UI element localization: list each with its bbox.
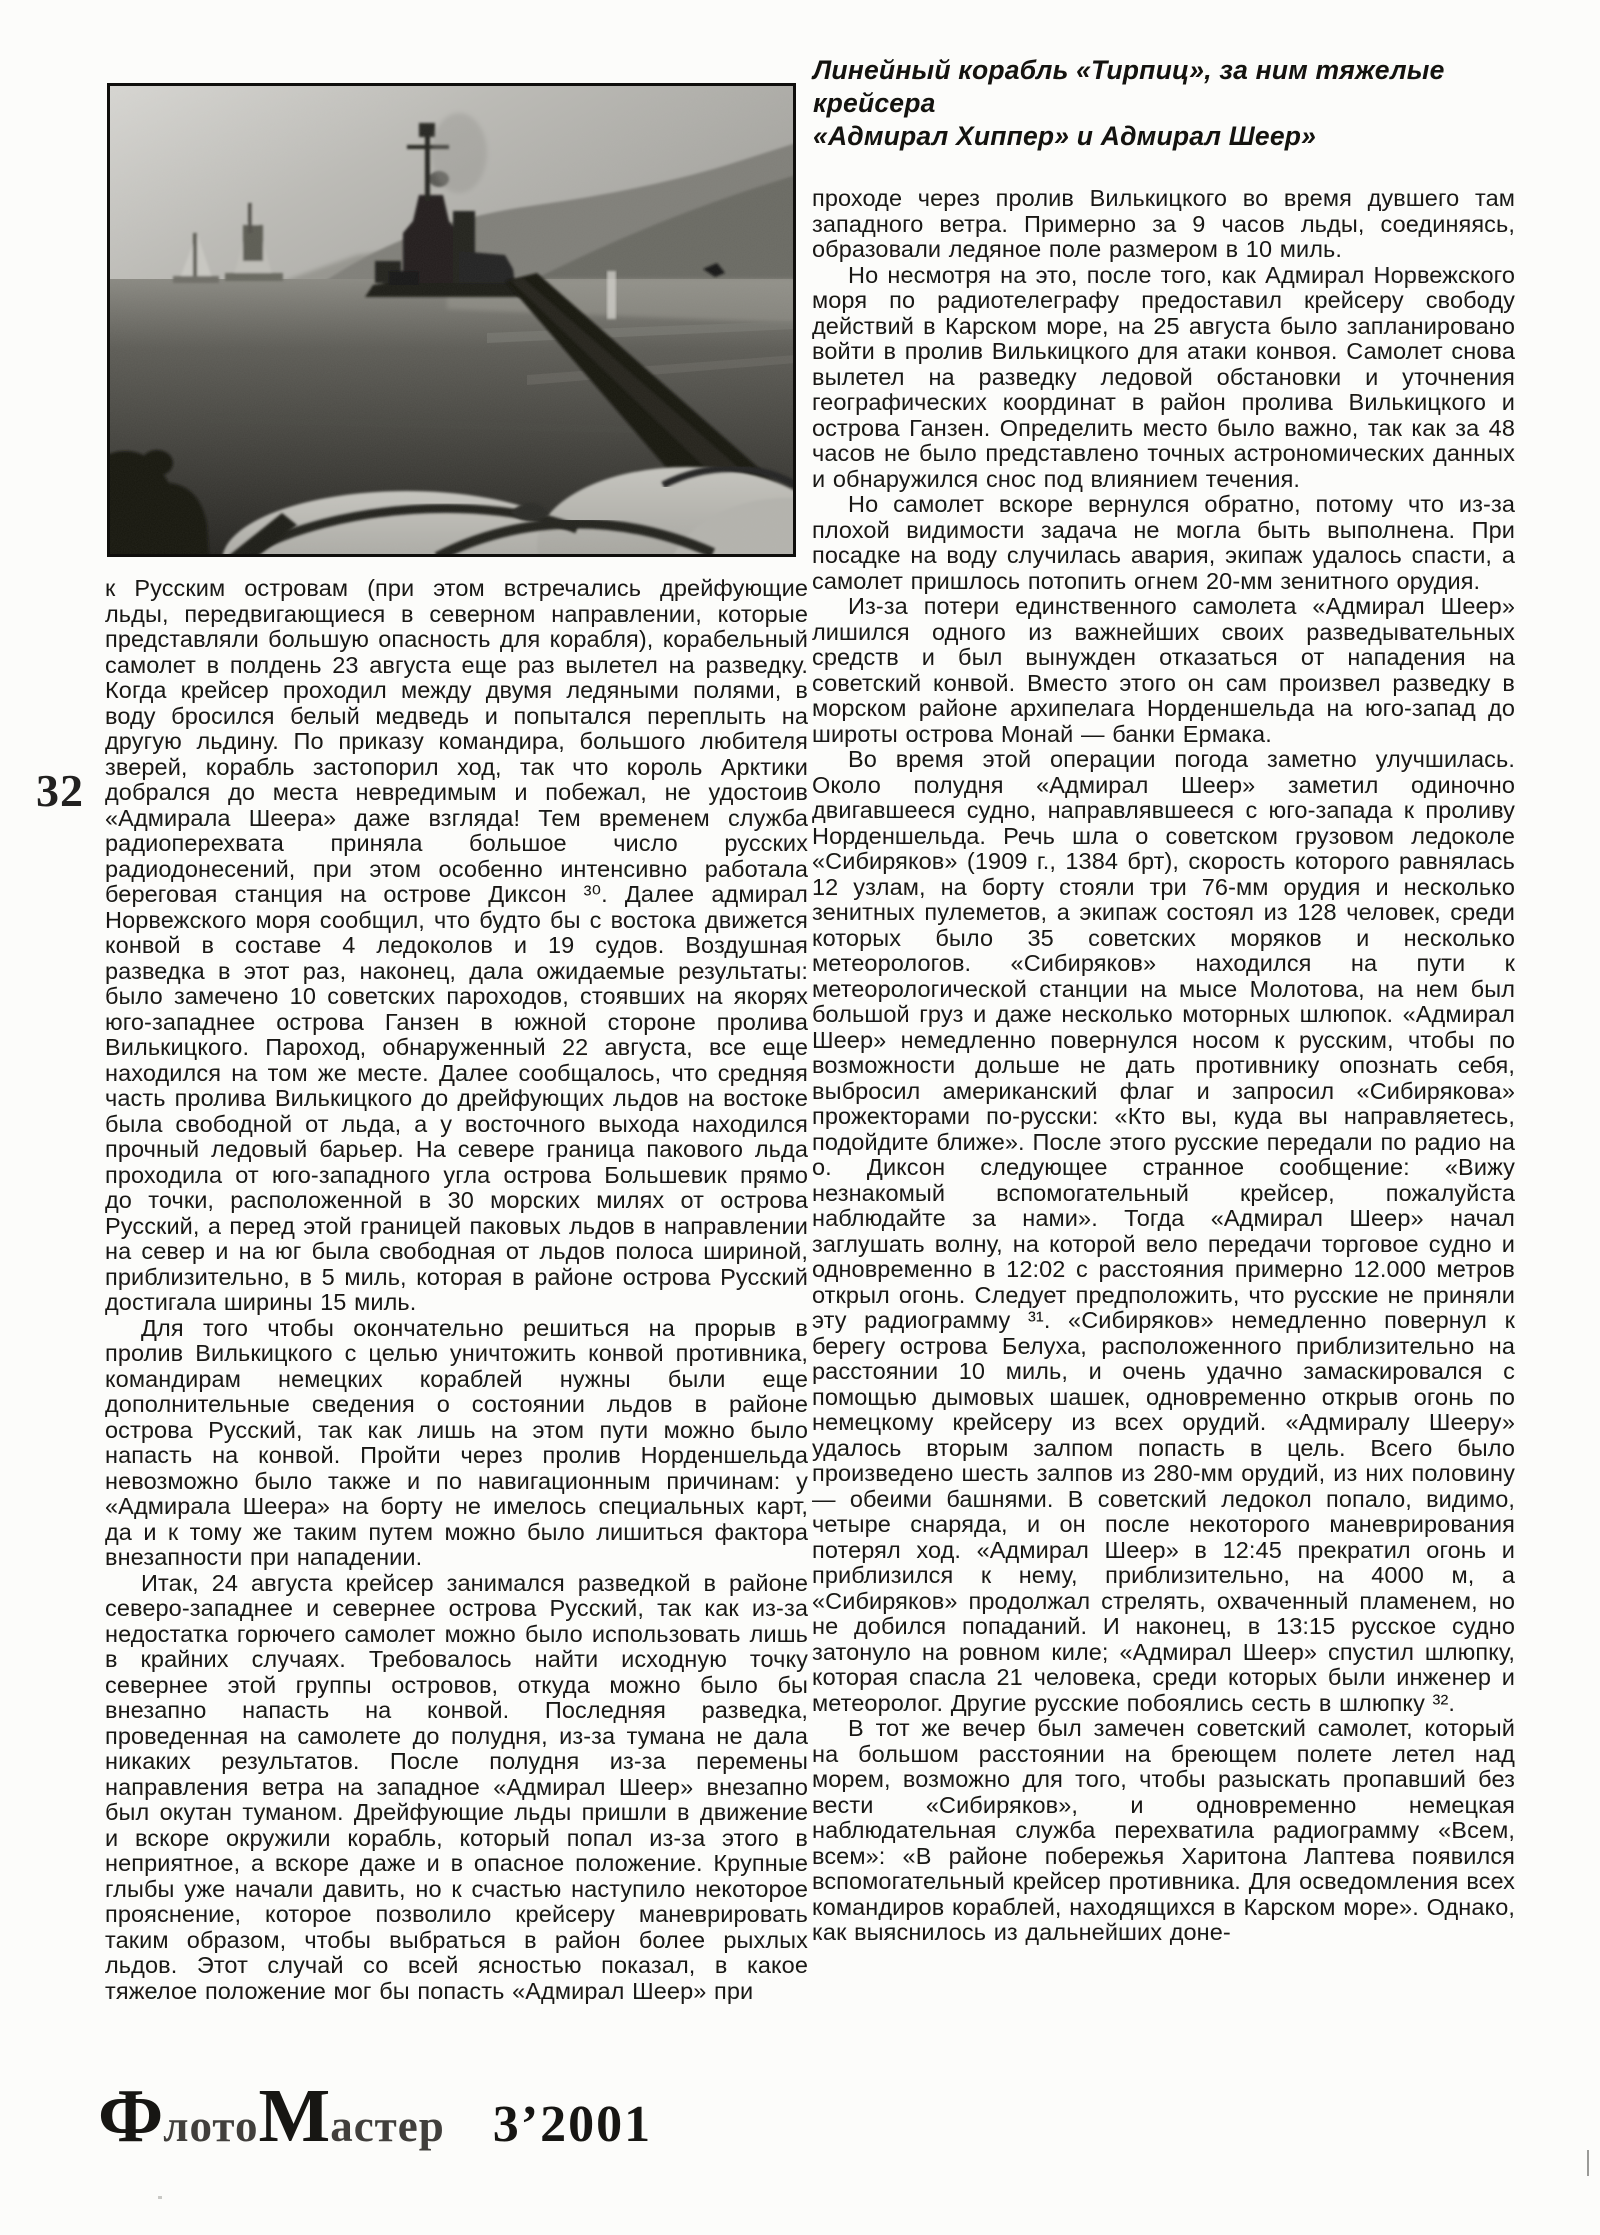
photo-caption-line2: «Адмирал Хиппер» и Адмирал Шеер» xyxy=(813,121,1317,151)
body-paragraph: В тот же вечер был замечен советский самолет, который на большом расстоянии на бреющем полете летел над морем, возможно для того, чтобы разыскать пропавший без вести «Сибиряков», и одновременно немецкая наблюдательная служба перехватила радиограмму «Всем, всем»: «В районе побережья Харитона Лаптева появился вспомогательный крейсер противника. Для осведомления всех командиров кораблей, находящихся в Карском море». Однако, как выяснилось из дальнейших доне- xyxy=(812,1715,1515,1945)
body-paragraph: Итак, 24 августа крейсер занимался разведкой в районе северо-западнее и севернее острова Русский, так как из-за недостатка горючего самолет можно было использовать лишь в крайних случаях. Требовалось найти исходную точку севернее этой группы островов, откуда можно было бы внезапно напасть на конвой. Последняя разведка, проведенная на самолете до полудня, из-за тумана не дала никаких результатов. После полудня из-за перемены направления ветра на западное «Адмирал Шеер» внезапно был окутан туманом. Дрейфующие льды пришли в движение и вскоре окружили корабль, который попал из-за этого в неприятное, а вскоре даже и в опасное положение. Крупные глыбы уже начали давить, но к счастью наступило некоторое прояснение, которое позволило крейсеру маневрировать таким образом, чтобы выбраться в район более рыхлых льдов. Этот случай со всей ясностью показал, в какое тяжелое положение мог бы попасть «Адмирал Шеер» при xyxy=(105,1569,808,2004)
body-paragraph: Из-за потери единственного самолета «Адмирал Шеер» лишился одного из важнейших своих разведывательных средств и был вынужден отказаться от нападения на советский конвой. Вместо этого он сам произвел разведку в морском районе архипелага Норденшельда на юго-запад до широты острова Монай — банки Ермака. xyxy=(812,593,1515,747)
brand-text-aster: астер xyxy=(330,2101,445,2151)
photo-caption xyxy=(813,54,1525,153)
battleship-photo-graphic xyxy=(107,83,796,557)
film-grain xyxy=(107,83,796,557)
scan-artifact-dot xyxy=(158,2196,162,2199)
scan-artifact-tick xyxy=(1587,2150,1589,2176)
issue-number: 3’2001 xyxy=(492,2096,653,2153)
right-column xyxy=(812,186,1515,1946)
body-paragraph: к Русским островам (при этом встречались дрейфующие льды, передвигающиеся в северном направлении, которые представляли большую опасность для корабля), корабельный самолет в полдень 23 августа еще раз вылетел на разведку. Когда крейсер проходил между двумя ледяными полями, в воду бросился белый медведь и попытался переплыть на другую льдину. По приказу командира, большого любителя зверей, корабль застопорил ход, так что король Арктики добрался до места невредимым и побежал, не удостоив «Адмирала Шеера» даже взгляда! Тем временем служба радиоперехвата приняла большое число русских радиодонесений, при этом особенно интенсивно работала береговая станция на острове Диксон ³⁰. Далее адмирал Норвежского моря сообщил, что будто бы с востока движется конвой в составе 4 ледоколов и 19 судов. Воздушная разведка в этот раз, наконец, дала ожидаемые результаты: было замечено 10 советских пароходов, стоявших на якорях юго-западнее острова Ганзен в южной стороне пролива Вилькицкого. Пароход, обнаруженный 22 августа, все еще находился на том же месте. Далее сообщалось, что средняя часть пролива Вилькицкого до дрейфующих льдов на востоке была свободной от льда, а у восточного выхода находился прочный ледовый барьер. На севере граница пакового льда проходила от юго-западного угла острова Большевик прямо до точки, расположенной в 30 морских милях от острова Русский, а перед этой границей паковых льдов в направлении на север и на юг была свободная от льдов полоса шириной, приблизительно, в 5 миль, которая в районе острова Русский достигала ширины 15 миль. xyxy=(105,575,808,1315)
photo-caption-line1: Линейный корабль «Тирпиц», за ним тяжелые крейсера xyxy=(813,55,1445,118)
body-paragraph: Но несмотря на это, после того, как Адмирал Норвежского моря по радиотелеграфу предоставил крейсеру свободу действий в Карском море, на 25 августа было запланировано войти в пролив Вилькицкого для атаки конвоя. Самолет снова вылетел на разведку ледовой обстановки и уточнения географических координат в район пролива Вилькицкого и острова Ганзен. Определить место было важно, так как за 48 часов не было представлено точных астрономических данных и обнаружился снос под влиянием течения. xyxy=(812,261,1515,492)
page-number: 32 xyxy=(36,765,84,816)
brand-text-loto: лото xyxy=(163,2101,259,2151)
body-paragraph: проходе через пролив Вилькицкого во время дувшего там западного ветра. Примерно за 9 часов льды, соединяясь, образовали ледяное поле размером в 10 миль. xyxy=(812,185,1515,262)
brand-letter-m: М xyxy=(258,2074,331,2158)
battleship-photo xyxy=(107,83,796,557)
body-paragraph: Во время этой операции погода заметно улучшилась. Около полудня «Адмирал Шеер» заметил одиночно двигавшееся судно, направлявшееся с юго-запада к проливу Норденшельда. Речь шла о советском грузовом ледоколе «Сибиряков» (1909 г., 1384 брт), скорость которого равнялась 12 узлам, на борту стояли три 76-мм орудия и несколько зенитных пулеметов, а экипаж состоял из 128 человек, среди которых было 35 советских моряков и несколько метеорологов. «Сибиряков» находился на пути к метеорологической станции на мысе Молотова, на нем был большой груз и даже несколько моторных шлюпок. «Адмирал Шеер» немедленно повернулся носом к русским, чтобы по возможности дольше не дать противнику опознать себя, выбросил американский флаг и запросил «Сибирякова» прожекторами по-русски: «Кто вы, куда вы направляетесь, подойдите ближе». После этого русские передали по радио на о. Диксон следующее странное сообщение: «Вижу незнакомый вспомогательный крейсер, пожалуйста наблюдайте за нами». Тогда «Адмирал Шеер» начал заглушать волну, на которой вело передачи торговое судно и одновременно в 12:02 с расстояния примерно 12.000 метров открыл огонь. Следует предположить, что русские не приняли эту радиограмму ³¹. «Сибиряков» немедленно повернул к берегу острова Белуха, расположенного приблизительно на расстоянии 10 миль, и очень удачно замаскировался с помощью дымовых шашек, одновременно открыв огонь по немецкому крейсеру из всех орудий. «Адмиралу Шееру» удалось вторым залпом попасть в цель. Всего было произведено шесть залпов из 280-мм орудий, из них половину — обеими башнями. В советский ледокол попало, видимо, четыре снаряда, и он после некоторого маневрирования потерял ход. «Адмирал Шеер» в 12:45 прекратил огонь и приблизился к нему, приблизительно, на 4000 м, а «Сибиряков» продолжал стрелять, охваченный пламенем, но не добился попаданий. И наконец, в 13:15 русское судно затонуло на ровном киле; «Адмирал Шеер» спустил шлюпку, которая спасла 21 человека, среди которых были инженер и метеоролог. Другие русские побоялись сесть в шлюпку ³². xyxy=(812,746,1515,1716)
brand-letter-f: Ф xyxy=(98,2074,164,2158)
left-column xyxy=(105,576,808,2004)
body-paragraph: Для того чтобы окончательно решиться на прорыв в пролив Вилькицкого с целью уничтожить конвой противника, командирам немецких кораблей нужны были еще дополнительные сведения о состоянии льдов в районе острова Русский, так как лишь на этом пути можно было напасть на конвой. Пройти через пролив Норденшельда невозможно было также и по навигационным причинам: у «Адмирала Шеера» на борту не имелось специальных карт, да и к тому же таким путем можно было лишиться фактора внезапности при нападении. xyxy=(105,1314,808,1570)
footer-brand xyxy=(98,2074,698,2158)
body-paragraph: Но самолет вскоре вернулся обратно, потому что из-за плохой видимости задача не могла быть выполнена. При посадке на воду случилась авария, экипаж удалось спасти, а самолет пришлось потопить огнем 20-мм зенитного орудия. xyxy=(812,491,1515,594)
